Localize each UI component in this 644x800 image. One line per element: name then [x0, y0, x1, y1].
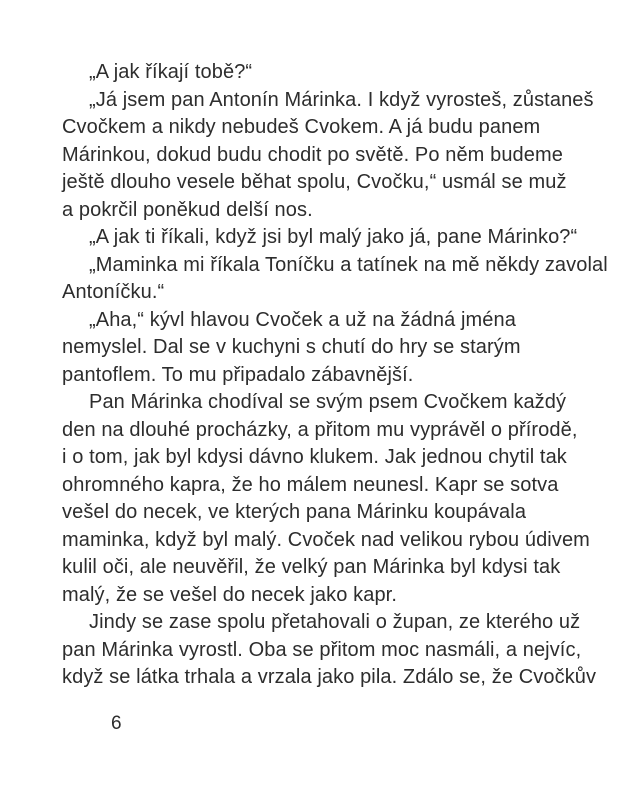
- text-line: kulil oči, ale neuvěřil, že velký pan Márinka byl kdysi tak: [62, 556, 561, 578]
- text-line: „A jak říkají tobě?“: [89, 61, 253, 83]
- text-line: Antoníčku.“: [62, 281, 165, 303]
- text-line: „A jak ti říkali, když jsi byl malý jako já, pane Márinko?“: [89, 226, 578, 248]
- text-line: Márinkou, dokud budu chodit po světě. Po něm budeme: [62, 143, 563, 166]
- text-line: nemyslel. Dal se v kuchyni s chutí do hry se starým: [62, 336, 521, 358]
- text-line: „Já jsem pan Antonín Márinka. I když vyrosteš, zůstaneš: [89, 88, 594, 111]
- page-number: 6: [111, 713, 122, 734]
- text-line: „Aha,“ kývl hlavou Cvoček a už na žádná jména: [89, 308, 516, 331]
- text-line: „Maminka mi říkala Toníčku a tatínek na mě někdy zavolal: [89, 253, 608, 276]
- text-line: i o tom, jak byl kdysi dávno klukem. Jak jednou chytil tak: [62, 446, 567, 468]
- text-line: pantoflem. To mu připadalo zábavnější.: [62, 363, 414, 386]
- text-line: a pokrčil poněkud delší nos.: [62, 198, 313, 221]
- text-line: malý, že se vešel do necek jako kapr.: [62, 583, 397, 606]
- text-line: Pan Márinka chodíval se svým psem Cvočkem každý: [89, 391, 567, 413]
- text-line: pan Márinka vyrostl. Oba se přitom moc nasmáli, a nejvíc,: [62, 638, 582, 661]
- text-line: když se látka trhala a vrzala jako pila. Zdálo se, že Cvočkův: [62, 666, 597, 688]
- text-line: ohromného kapra, že ho málem neunesl. Kapr se sotva: [62, 473, 559, 496]
- text-line: Jindy se zase spolu přetahovali o župan, ze kterého už: [89, 611, 581, 633]
- text-line: maminka, když byl malý. Cvoček nad velikou rybou údivem: [62, 528, 590, 551]
- text-line: vešel do necek, ve kterých pana Márinku koupávala: [62, 501, 527, 523]
- text-line: Cvočkem a nikdy nebudeš Cvokem. A já budu panem: [62, 116, 541, 138]
- text-line: ještě dlouho vesele běhat spolu, Cvočku,“ usmál se muž: [62, 171, 567, 193]
- text-block: [62, 59, 622, 692]
- text-line: den na dlouhé procházky, a přitom mu vyprávěl o přírodě,: [62, 418, 578, 441]
